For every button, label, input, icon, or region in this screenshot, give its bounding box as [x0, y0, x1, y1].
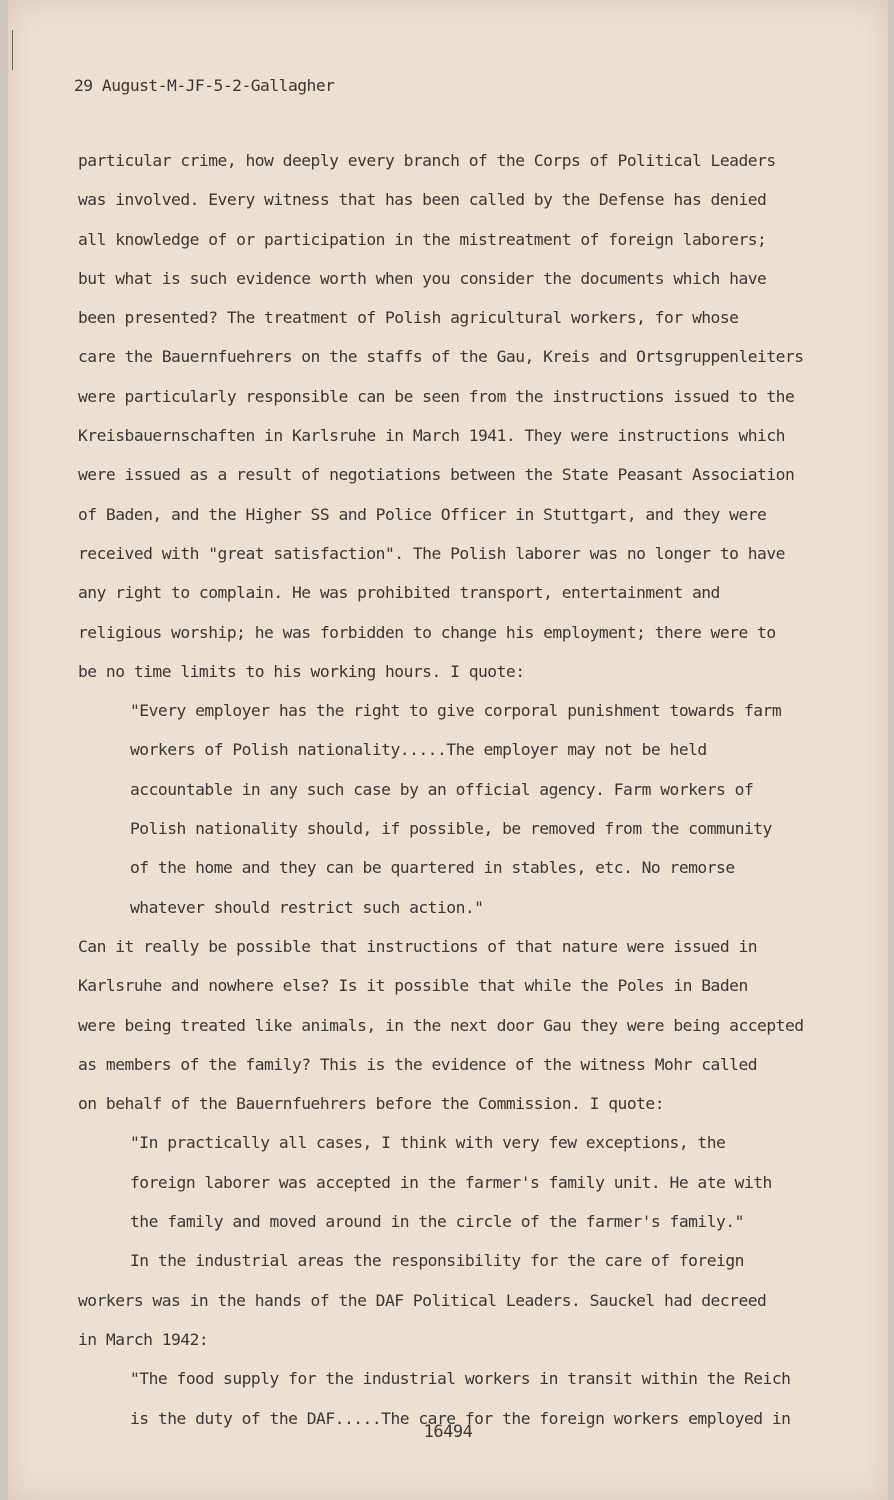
text-line: Karlsruhe and nowhere else? Is it possible that while the Poles in Baden [78, 976, 748, 996]
text-line: but what is such evidence worth when you consider the documents which have [78, 268, 767, 288]
text-line: been presented? The treatment of Polish agricultural workers, for whose [78, 308, 739, 328]
text-line: religious worship; he was forbidden to change his employment; there were to [78, 622, 776, 642]
text-line: "The food supply for the industrial workers in transit within the Reich [130, 1369, 791, 1389]
text-line: In the industrial areas the responsibility for the care of foreign [130, 1251, 744, 1271]
text-line: Can it really be possible that instructions of that nature were issued in [78, 936, 758, 956]
text-line: were issued as a result of negotiations between the State Peasant Association [78, 465, 795, 485]
text-line: "Every employer has the right to give corporal punishment towards farm [130, 701, 782, 721]
text-line: workers of Polish nationality.....The employer may not be held [130, 740, 707, 760]
text-line: was involved. Every witness that has been called by the Defense has denied [78, 190, 767, 210]
text-line: received with "great satisfaction". The Polish laborer was no longer to have [78, 543, 785, 563]
page-edge-mark [12, 30, 13, 70]
text-line: "In practically all cases, I think with very few exceptions, the [130, 1133, 726, 1153]
text-line: of Baden, and the Higher SS and Police Officer in Stuttgart, and they were [78, 504, 767, 524]
document-page [8, 0, 888, 1500]
text-line: on behalf of the Bauernfuehrers before the Commission. I quote: [78, 1094, 665, 1114]
text-line: whatever should restrict such action." [130, 897, 484, 917]
text-line: as members of the family? This is the evidence of the witness Mohr called [78, 1054, 758, 1074]
text-line: accountable in any such case by an official agency. Farm workers of [130, 779, 754, 799]
text-line: were being treated like animals, in the next door Gau they were being accepted [78, 1015, 804, 1035]
text-line: particular crime, how deeply every branch of the Corps of Political Leaders [78, 151, 776, 170]
text-line: care the Bauernfuehrers on the staffs of the Gau, Kreis and Ortsgruppenleiters [78, 347, 804, 367]
text-line: any right to complain. He was prohibited transport, entertainment and [78, 583, 720, 603]
body-text [8, 149, 888, 1446]
text-line: foreign laborer was accepted in the farmer's family unit. He ate with [130, 1172, 772, 1192]
text-line: in March 1942: [78, 1329, 209, 1349]
text-line: all knowledge of or participation in the mistreatment of foreign laborers; [78, 229, 767, 249]
text-line: is the duty of the DAF.....The care for the foreign workers employed in [130, 1408, 791, 1428]
text-line: Polish nationality should, if possible, be removed from the community [130, 819, 772, 839]
text-line: the family and moved around in the circle of the farmer's family." [130, 1212, 744, 1232]
text-line: be no time limits to his working hours. I quote: [78, 661, 525, 681]
text-line: Kreisbauernschaften in Karlsruhe in March 1941. They were instructions which [78, 426, 785, 446]
text-line: workers was in the hands of the DAF Political Leaders. Sauckel had decreed [78, 1290, 767, 1310]
text-line: were particularly responsible can be seen from the instructions issued to the [78, 386, 795, 406]
page-header: 29 August-M-JF-5-2-Gallagher [74, 76, 335, 95]
text-line: of the home and they can be quartered in stables, etc. No remorse [130, 858, 735, 878]
page-number: 16494 [423, 1422, 473, 1442]
